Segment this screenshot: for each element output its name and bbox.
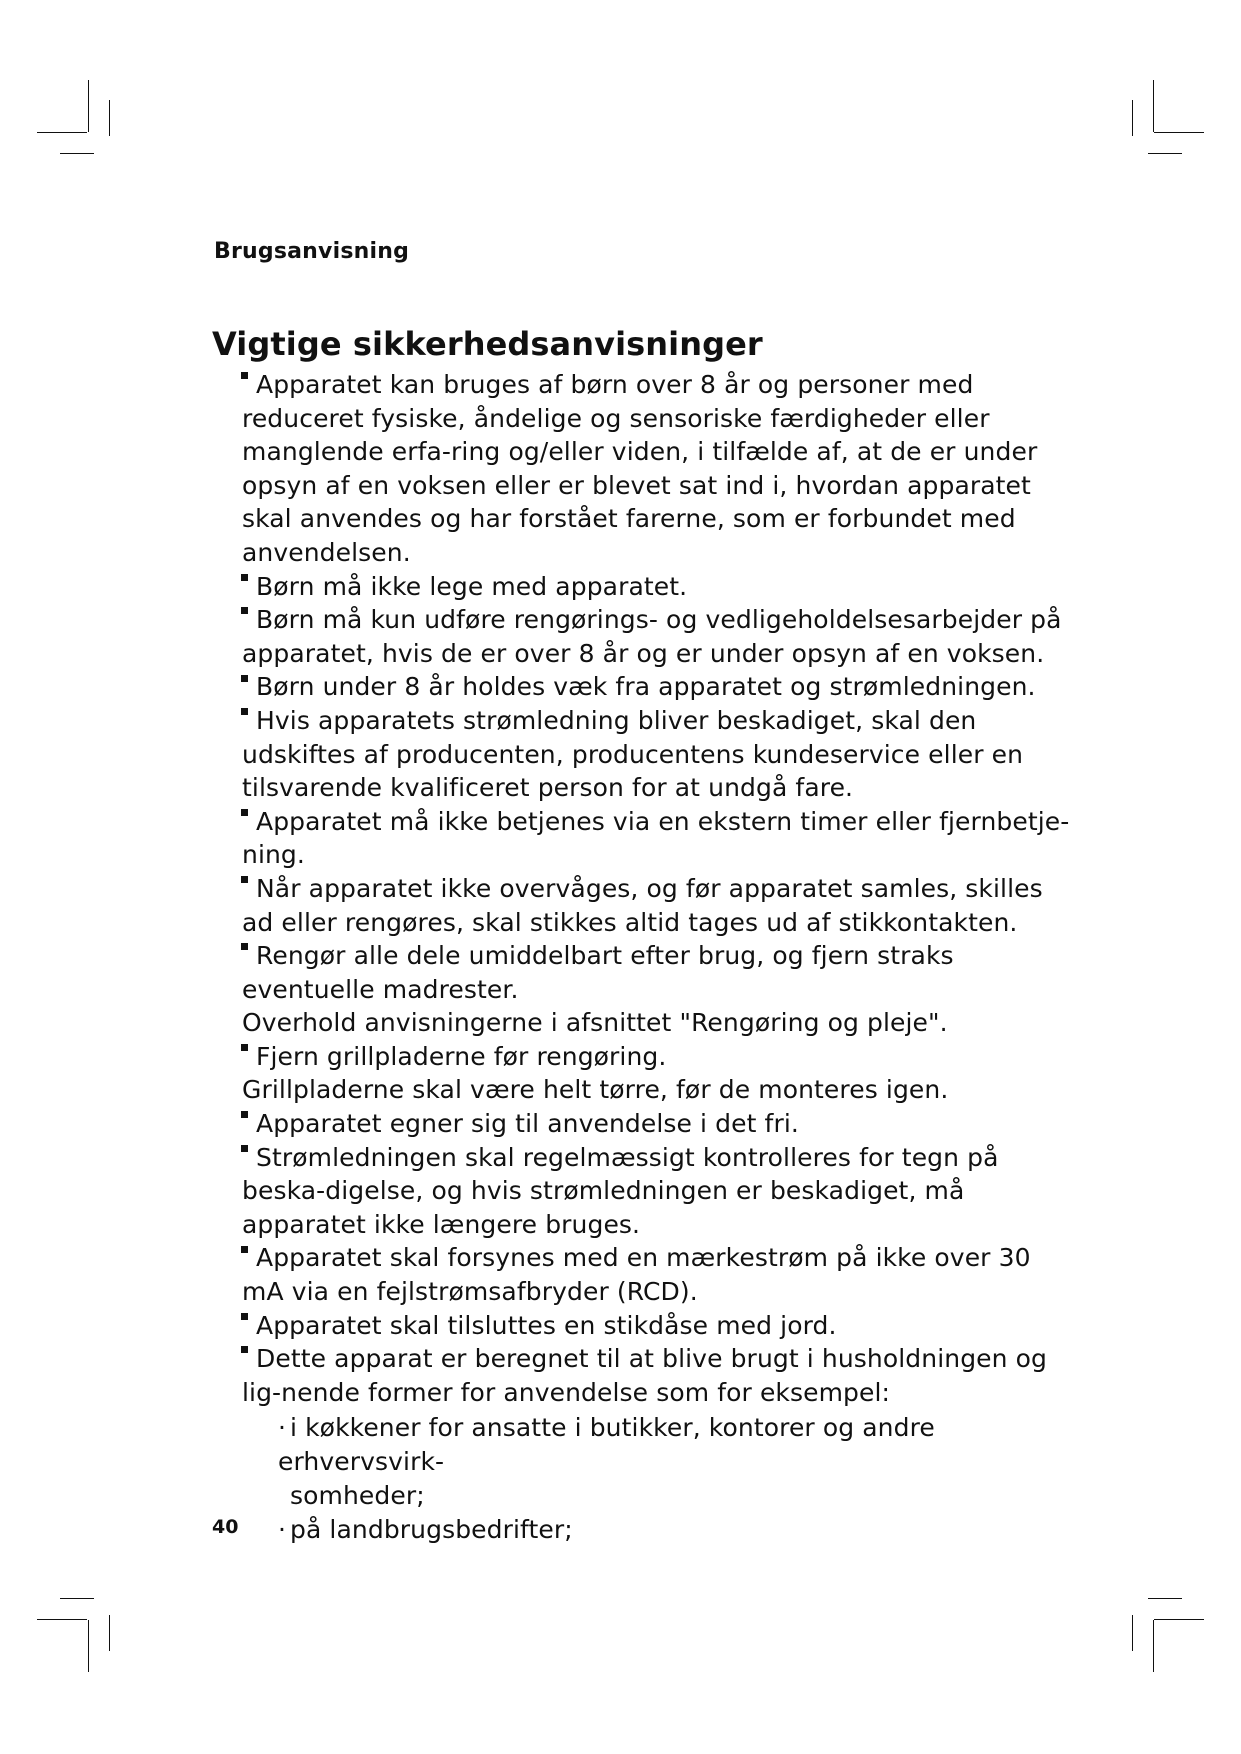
crop-mark-bottom-left-h2 [60,1598,94,1599]
sub-list [242,1411,1074,1547]
crop-mark-top-left-h2 [60,153,94,154]
crop-mark-bottom-left-v2 [109,1615,110,1651]
list-item-text: Apparatet må ikke betjenes via en ekstern timer eller fjernbetje-ning. [242,806,1070,870]
list-item [234,1241,1074,1308]
bullet-square-icon [241,1111,248,1118]
crop-mark-bottom-right-v2 [1132,1615,1133,1651]
crop-mark-bottom-right-h2 [1148,1598,1182,1599]
crop-mark-top-right-v2 [1132,100,1133,136]
sub-bullet-dot: · [278,1515,287,1545]
crop-mark-top-right-v1 [1153,80,1154,132]
list-item-text: Apparatet kan bruges af børn over 8 år og personer med reduceret fysiske, åndelige og sensoriske færdigheder eller manglende erfa-ring og/eller viden, i tilfælde af, at de er under opsyn af en voksen eller er blevet sat ind i, hvordan apparatet skal anvendes og har forstået farerne, som er forbundet med anvendelsen. [242,370,1038,567]
sub-list-item-text: på landbrugsbedrifter; [290,1515,573,1545]
crop-mark-top-left-v2 [109,100,110,136]
bullet-square-icon [241,809,248,816]
crop-mark-top-right-h2 [1148,153,1182,154]
list-item [234,1342,1074,1547]
bullet-square-icon [241,574,248,581]
list-item-text: Apparatet skal tilsluttes en stikdåse med jord. [256,1310,837,1340]
bullet-square-icon [241,876,248,883]
crop-mark-bottom-left-h [37,1619,87,1620]
bullet-square-icon [241,607,248,614]
page-number: 40 [212,1516,239,1538]
list-item-continuation: Overhold anvisningerne i afsnittet "Rengøring og pleje". [242,1008,948,1038]
sub-bullet-dot: · [278,1413,287,1443]
bullet-square-icon [241,1346,248,1353]
list-item [234,570,1074,604]
list-item-text: Apparatet skal forsynes med en mærkestrøm på ikke over 30 mA via en fejlstrømsafbryder (RCD). [242,1243,1031,1307]
list-item-continuation: Grillpladerne skal være helt tørre, før de monteres igen. [242,1075,949,1105]
bullet-square-icon [241,372,248,379]
list-item-text: Børn under 8 år holdes væk fra apparatet og strømledningen. [256,672,1036,702]
list-item-text: Rengør alle dele umiddelbart efter brug, og fjern straks eventuelle madrester. [242,941,954,1004]
crop-mark-top-right-h [1154,132,1204,133]
crop-mark-bottom-right-v1 [1153,1620,1154,1672]
list-item-text: Hvis apparatets strømledning bliver beskadiget, skal den udskiftes af producenten, producentens kundeservice eller en tilsvarende kvalificeret person for at undgå fare. [242,705,1024,803]
list-item [234,1309,1074,1343]
list-item [234,1141,1074,1242]
list-item [234,670,1074,704]
page-title: Vigtige sikkerhedsanvisninger [212,325,763,363]
list-item [234,805,1074,872]
sub-list-item-text: i køkkener for ansatte i butikker, kontorer og andre erhvervsvirk- [278,1413,935,1477]
list-item-text: Børn må ikke lege med apparatet. [256,571,688,601]
safety-instructions-list [234,368,1074,1547]
bullet-square-icon [241,708,248,715]
list-item-text: Apparatet egner sig til anvendelse i det fri. [256,1109,799,1139]
sub-list-item [242,1513,1074,1547]
list-item-text: Fjern grillpladerne før rengøring. [256,1041,667,1071]
bullet-square-icon [241,943,248,950]
bullet-square-icon [241,1246,248,1253]
bullet-square-icon [241,1313,248,1320]
list-item [234,603,1074,670]
sub-list-item-continuation: somheder; [290,1481,425,1511]
sub-list-item [242,1411,1074,1513]
list-item [234,1040,1074,1107]
bullet-square-icon [241,675,248,682]
list-item [234,939,1074,1040]
list-item [234,1107,1074,1141]
list-item [234,872,1074,939]
bullet-square-icon [241,1145,248,1152]
bullet-square-icon [241,1044,248,1051]
crop-mark-top-left-h [37,132,87,133]
list-item-text: Dette apparat er beregnet til at blive brugt i husholdningen og lig-nende former for anvendelse som for eksempel: [242,1344,1048,1407]
list-item [234,704,1074,805]
section-header: Brugsanvisning [214,239,410,264]
crop-mark-bottom-right-h [1154,1619,1204,1620]
list-item-text: Børn må kun udføre rengørings- og vedligeholdelsesarbejder på apparatet, hvis de er over 8 år og er under opsyn af en voksen. [242,605,1062,668]
crop-mark-top-left-v1 [88,80,89,132]
list-item [234,368,1074,570]
list-item-text: Strømledningen skal regelmæssigt kontrolleres for tegn på beska-digelse, og hvis strømledningen er beskadiget, må apparatet ikke længere bruges. [242,1142,999,1239]
crop-mark-bottom-left-v1 [88,1620,89,1672]
list-item-text: Når apparatet ikke overvåges, og før apparatet samles, skilles ad eller rengøres, skal stikkes altid tages ud af stikkontakten. [242,873,1043,937]
